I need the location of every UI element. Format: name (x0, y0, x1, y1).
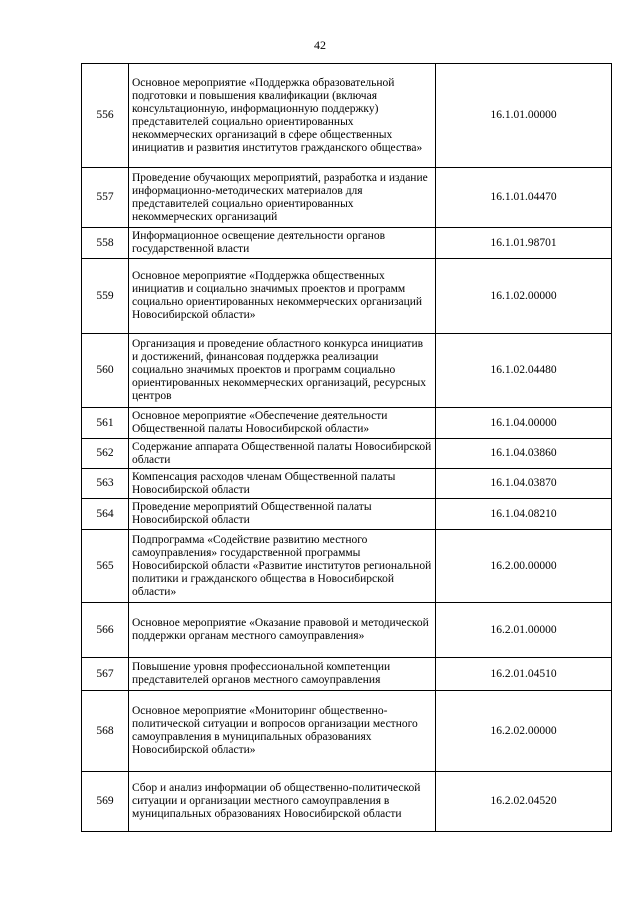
row-number: 564 (82, 499, 129, 530)
row-code: 16.1.01.98701 (436, 228, 612, 259)
page-number: 42 (314, 38, 326, 52)
row-number: 559 (82, 259, 129, 334)
row-number: 562 (82, 439, 129, 469)
row-number: 567 (82, 658, 129, 691)
row-number: 569 (82, 772, 129, 832)
table-row (82, 603, 612, 658)
row-description: Сбор и анализ информации об общественно-политической ситуации и организации местного самоуправления в муниципальных образованиях Новосибирской области (129, 772, 436, 832)
row-code: 16.1.01.04470 (436, 168, 612, 228)
row-code: 16.1.04.03860 (436, 439, 612, 469)
row-code: 16.1.02.04480 (436, 334, 612, 408)
table-row (82, 334, 612, 408)
row-description: Основное мероприятие «Оказание правовой и методической поддержки органам местного самоуправления» (129, 603, 436, 658)
row-number: 557 (82, 168, 129, 228)
row-description: Основное мероприятие «Мониторинг общественно-политической ситуации и вопросов организации местного самоуправления в муниципальных образованиях Новосибирской области» (129, 691, 436, 772)
row-code: 16.2.01.00000 (436, 603, 612, 658)
row-description: Проведение мероприятий Общественной палаты Новосибирской области (129, 499, 436, 530)
budget-classification-table (81, 63, 612, 832)
table-row (82, 469, 612, 499)
table-row (82, 499, 612, 530)
row-code: 16.1.04.00000 (436, 408, 612, 439)
table-row (82, 658, 612, 691)
row-number: 560 (82, 334, 129, 408)
row-number: 568 (82, 691, 129, 772)
row-code: 16.1.02.00000 (436, 259, 612, 334)
table-row (82, 408, 612, 439)
row-code: 16.2.02.00000 (436, 691, 612, 772)
row-code: 16.2.00.00000 (436, 530, 612, 603)
table-row (82, 691, 612, 772)
row-code: 16.1.01.00000 (436, 64, 612, 168)
row-number: 561 (82, 408, 129, 439)
row-description: Подпрограмма «Содействие развитию местного самоуправления» государственной программы Новосибирской области «Развитие институтов региональной политики и гражданского общества в Новосибирской области» (129, 530, 436, 603)
row-description: Повышение уровня профессиональной компетенции представителей органов местного самоуправления (129, 658, 436, 691)
row-number: 566 (82, 603, 129, 658)
row-description: Основное мероприятие «Обеспечение деятельности Общественной палаты Новосибирской области» (129, 408, 436, 439)
row-number: 556 (82, 64, 129, 168)
row-number: 565 (82, 530, 129, 603)
row-code: 16.2.01.04510 (436, 658, 612, 691)
table-row (82, 530, 612, 603)
table-row (82, 772, 612, 832)
table-row (82, 168, 612, 228)
row-code: 16.1.04.08210 (436, 499, 612, 530)
row-description: Организация и проведение областного конкурса инициатив и достижений, финансовая поддержка реализации социально значимых проектов и программ социально ориентированных некоммерческих организаций, ресурсных центров (129, 334, 436, 408)
row-description: Информационное освещение деятельности органов государственной власти (129, 228, 436, 259)
row-description: Проведение обучающих мероприятий, разработка и издание информационно-методических материалов для представителей социально ориентированных некоммерческих организаций (129, 168, 436, 228)
row-description: Основное мероприятие «Поддержка образовательной подготовки и повышения квалификации (включая консультационную, информационную поддержку) представителей социально ориентированных некоммерческих организаций в сфере общественных инициатив и развития институтов гражданского общества» (129, 64, 436, 168)
row-number: 563 (82, 469, 129, 499)
row-code: 16.2.02.04520 (436, 772, 612, 832)
table-row (82, 228, 612, 259)
row-description: Основное мероприятие «Поддержка общественных инициатив и социально значимых проектов и программ социально ориентированных некоммерческих организаций Новосибирской области» (129, 259, 436, 334)
row-number: 558 (82, 228, 129, 259)
row-description: Содержание аппарата Общественной палаты Новосибирской области (129, 439, 436, 469)
row-code: 16.1.04.03870 (436, 469, 612, 499)
row-description: Компенсация расходов членам Общественной палаты Новосибирской области (129, 469, 436, 499)
table-row (82, 439, 612, 469)
table-row (82, 259, 612, 334)
table-row (82, 64, 612, 168)
